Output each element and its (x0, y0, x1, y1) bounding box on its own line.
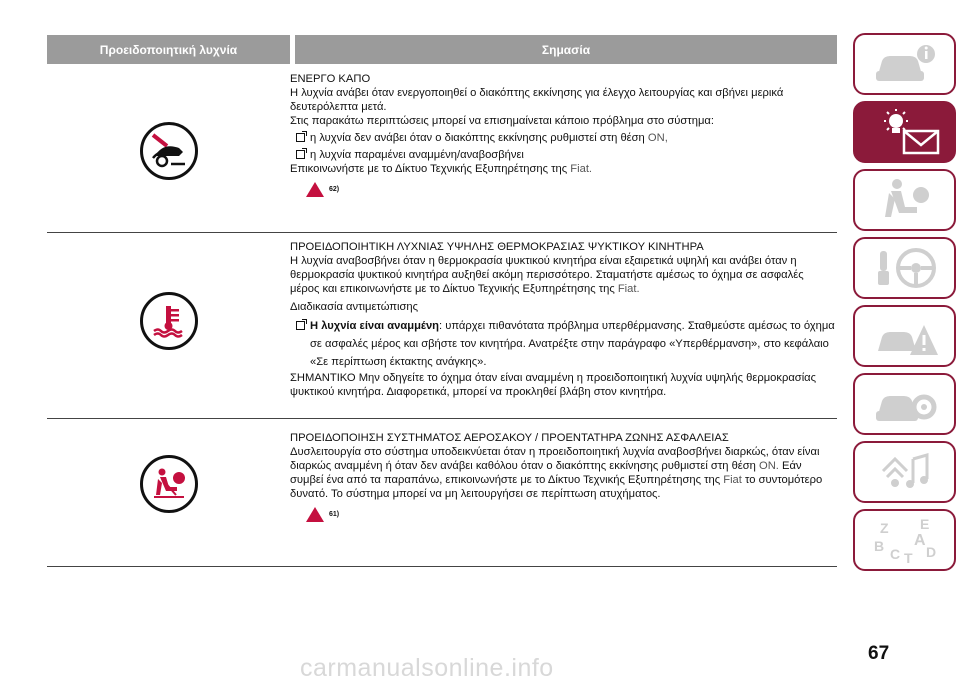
tab-safety[interactable] (853, 169, 956, 231)
svg-text:T: T (903, 550, 913, 565)
chapter-sidebar (853, 33, 956, 577)
warning-reference: 62) (306, 182, 835, 197)
watermark: carmanualsonline.info (300, 654, 554, 682)
row-text: Δυσλειτουργία στο σύστημα υποδεικνύεται όταν η προειδοποιητική λυχνία αναβοσβήνει διαρκώς, όταν είναι διαρκώς αναμμένη ή όταν δεν ανάβει καθόλου όταν ο διακόπτης εκκίνησης ρυθμιστεί στη θέση ON. Εάν συμβεί ένα από τα παραπάνω, επικοινωνήστε με το Δίκτυο Τεχνικής Εξυπηρέτησης της Fiat το συντομότερο δυνατό. Το σύστημα μπορεί να μη λειτουργήσει σε περίπτωση ατυχήματος. (290, 446, 823, 500)
tab-starting-driving[interactable] (853, 237, 956, 299)
index-icon (870, 515, 940, 565)
emergency-icon (870, 313, 940, 359)
row-text: Διαδικασία αντιμετώπισης (290, 301, 418, 313)
car-info-icon (870, 41, 940, 87)
checkbox-bullet-icon (296, 150, 305, 159)
multimedia-icon (875, 449, 935, 495)
tab-car-info[interactable] (853, 33, 956, 95)
table-header (47, 35, 837, 64)
row-divider (47, 418, 837, 419)
svg-text:D: D (925, 544, 936, 560)
maintenance-icon (870, 381, 940, 427)
airbag-warning-icon (140, 455, 198, 513)
table-row (47, 72, 837, 227)
tab-warning-lights[interactable] (853, 101, 956, 163)
row-text: Η λυχνία ανάβει όταν ενεργοποιηθεί ο διακόπτης εκκίνησης για έλεγχο λειτουργίας και σβήνει μερικά δευτερόλεπτα μετά. (290, 87, 784, 113)
warning-triangle-icon (306, 507, 324, 522)
row-divider (47, 232, 837, 233)
list-item: η λυχνία δεν ανάβει όταν ο διακόπτης εκκίνησης ρυθμιστεί στη θέση ON, (296, 131, 835, 145)
svg-text:C: C (889, 546, 900, 562)
warning-reference: 61) (306, 507, 835, 522)
page-number: 67 (868, 643, 890, 664)
row-divider (47, 566, 837, 567)
list-item: Η λυχνία είναι αναμμένη: υπάρχει πιθανότατα πρόβλημα υπερθέρμανσης. Σταθμεύστε αμέσως το όχημα σε ασφαλές μέρος και σβήστε τον κινητήρα. Ανατρέξτε στην παράγραφο «Υπερθέρμανση», στο κεφάλαιο «Σε περίπτωση έκτακτης ανάγκης». (296, 317, 835, 371)
warning-triangle-icon (306, 182, 324, 197)
table-row (47, 431, 837, 551)
svg-text:E: E (919, 516, 929, 532)
steering-icon (870, 245, 940, 291)
tab-emergency[interactable] (853, 305, 956, 367)
list-item: η λυχνία παραμένει αναμμένη/αναβοσβήνει (296, 148, 835, 162)
row-text: Επικοινωνήστε με το Δίκτυο Τεχνικής Εξυπηρέτησης της Fiat. (290, 163, 593, 175)
row-title: ΕΝΕΡΓΟ ΚΑΠΟ (290, 73, 371, 85)
row-text: Η λυχνία αναβοσβήνει όταν η θερμοκρασία ψυκτικού κινητήρα είναι εξαιρετικά υψηλή και ανάβει όταν η θερμοκρασία ψυκτικού κινητήρα αυξηθεί ακόμη περισσότερο. Σταματήστε αμέσως το όχημα σε ασφαλές μέρος και επικοινωνήστε με το Δίκτυο Τεχνικής Εξυπηρέτησης της Fiat. (290, 255, 804, 295)
checkbox-bullet-icon (296, 321, 305, 330)
svg-text:Z: Z (879, 520, 889, 536)
tab-multimedia[interactable] (853, 441, 956, 503)
svg-text:A: A (913, 532, 926, 549)
table-row (47, 240, 837, 410)
seat-airbag-icon (875, 177, 935, 223)
row-text: ΣΗΜΑΝΤΙΚΟ Μην οδηγείτε το όχημα όταν είναι αναμμένη η προειδοποιητική λυχνία υψηλής θερμοκρασίας ψυκτικού κινητήρα. Διαφορετικά, μπορεί να προκληθεί βλάβη στον κινητήρα. (290, 372, 817, 398)
svg-text:B: B (873, 538, 884, 554)
checkbox-bullet-icon (296, 133, 305, 142)
warning-lights-icon (866, 107, 944, 157)
row-text: Στις παρακάτω περιπτώσεις μπορεί να επισημαίνεται κάποιο πρόβλημα στο σύστημα: (290, 115, 714, 127)
header-warning-light: Προειδοποιητική λυχνία (99, 42, 238, 57)
tab-index[interactable] (853, 509, 956, 571)
coolant-temperature-icon (140, 292, 198, 350)
engine-control-warning-icon (140, 122, 198, 180)
row-title: ΠΡΟΕΙΔΟΠΟΙΗΤΙΚΗ ΛΥΧΝΙΑΣ ΥΨΗΛΗΣ ΘΕΡΜΟΚΡΑΣΙΑΣ ΨΥΚΤΙΚΟΥ ΚΙΝΗΤΗΡΑ (290, 241, 704, 253)
row-title: ΠΡΟΕΙΔΟΠΟΙΗΣΗ ΣΥΣΤΗΜΑΤΟΣ ΑΕΡΟΣΑΚΟΥ / ΠΡΟΕΝΤΑΤΗΡΑ ΖΩΝΗΣ ΑΣΦΑΛΕΙΑΣ (290, 432, 729, 444)
header-meaning: Σημασία (541, 42, 591, 57)
tab-maintenance[interactable] (853, 373, 956, 435)
